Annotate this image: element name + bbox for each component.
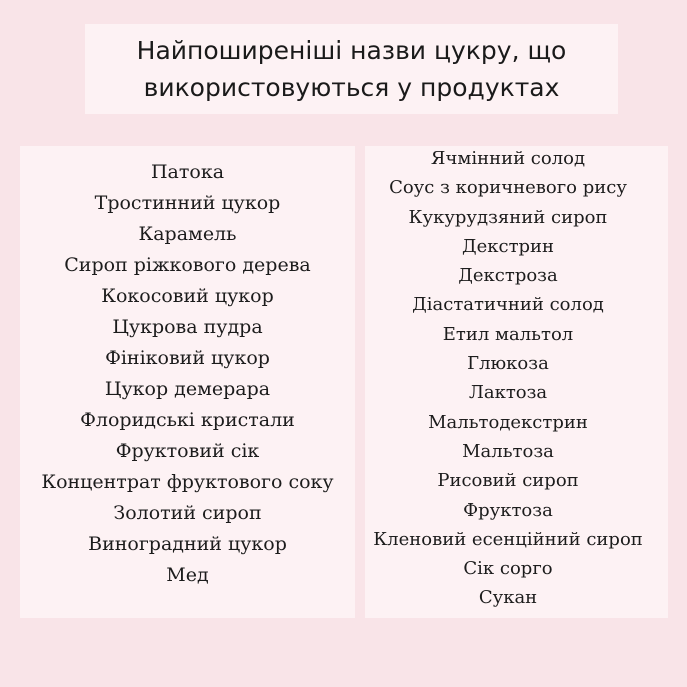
list-item: Етил мальтол [442,323,574,345]
page-title-line-2: використовуються у продуктах [143,73,560,102]
list-item: Цукор демерара [104,378,271,400]
list-item: Мальтодекстрин [428,411,588,433]
list-item: Мед [166,564,209,586]
list-item: Діастатичний солод [412,294,604,316]
list-item: Ячмінний солод [430,148,586,169]
list-item: Кукурудзяний сироп [408,206,608,228]
list-item: Карамель [138,223,237,245]
list-item: Фініковий цукор [105,347,270,369]
list-item: Мальтоза [462,440,554,462]
list-item: Сік сорго [463,558,553,580]
list-item: Цукрова пудра [112,316,263,338]
list-item: Концентрат фруктового соку [41,471,334,493]
list-item: Сироп ріжкового дерева [64,254,311,276]
list-item: Кокосовий цукор [101,285,274,307]
list-item: Декстрин [461,235,555,257]
page-title-line-1: Найпоширеніші назви цукру, що [136,36,567,65]
list-item: Рисовий сироп [437,470,579,492]
list-item: Сукан [478,587,538,609]
list-item: Декстроза [458,265,558,287]
sugar-names-list-left [30,157,345,591]
list-item: Глюкоза [467,353,549,375]
list-item: Фруктоза [463,499,553,521]
list-item: Флоридські кристали [80,409,295,431]
list-item: Лактоза [468,382,548,404]
list-item: Виноградний цукор [88,533,287,555]
list-item: Тростинний цукор [94,192,281,214]
list-item: Золотий сироп [113,502,262,524]
sugar-names-list-right [357,144,659,613]
list-item: Фруктовий сік [115,440,260,462]
list-item: Кленовий есенційний сироп [373,528,643,550]
list-item: Патока [150,161,225,183]
list-item: Соус з коричневого рису [389,177,627,199]
title-card [85,24,618,114]
